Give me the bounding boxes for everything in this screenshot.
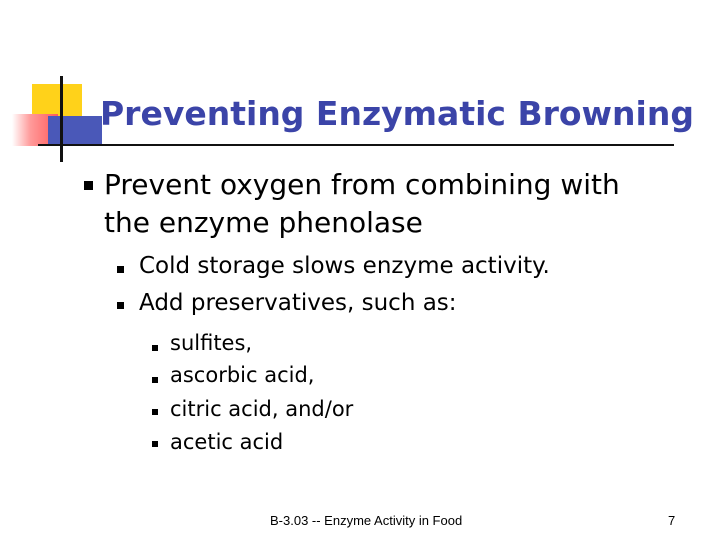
bullet-level3-text: sulfites, xyxy=(170,331,253,355)
bullet-level1-text: Prevent oxygen from combining with the enzyme phenolase xyxy=(104,168,620,239)
square-bullet-icon xyxy=(152,441,158,447)
square-bullet-icon xyxy=(84,181,93,190)
title-underline xyxy=(38,144,674,146)
square-bullet-icon xyxy=(152,409,158,415)
title-decoration-blue-square xyxy=(48,116,102,146)
square-bullet-icon xyxy=(152,377,158,383)
title-decoration-vertical-line xyxy=(60,76,63,162)
bullet-level3-text: citric acid, and/or xyxy=(170,397,354,421)
square-bullet-icon xyxy=(117,266,124,273)
square-bullet-icon xyxy=(152,345,158,351)
page-number: 7 xyxy=(668,513,676,528)
square-bullet-icon xyxy=(117,302,124,309)
bullet-level2-text: Add preservatives, such as: xyxy=(139,290,457,316)
bullet-level2-text: Cold storage slows enzyme activity. xyxy=(139,253,550,279)
bullet-level3-text: ascorbic acid, xyxy=(170,363,315,387)
slide-title: Preventing Enzymatic Browning xyxy=(100,94,694,133)
slide-footer: B-3.03 -- Enzyme Activity in Food xyxy=(270,513,463,528)
bullet-level3-text: acetic acid xyxy=(170,430,284,454)
